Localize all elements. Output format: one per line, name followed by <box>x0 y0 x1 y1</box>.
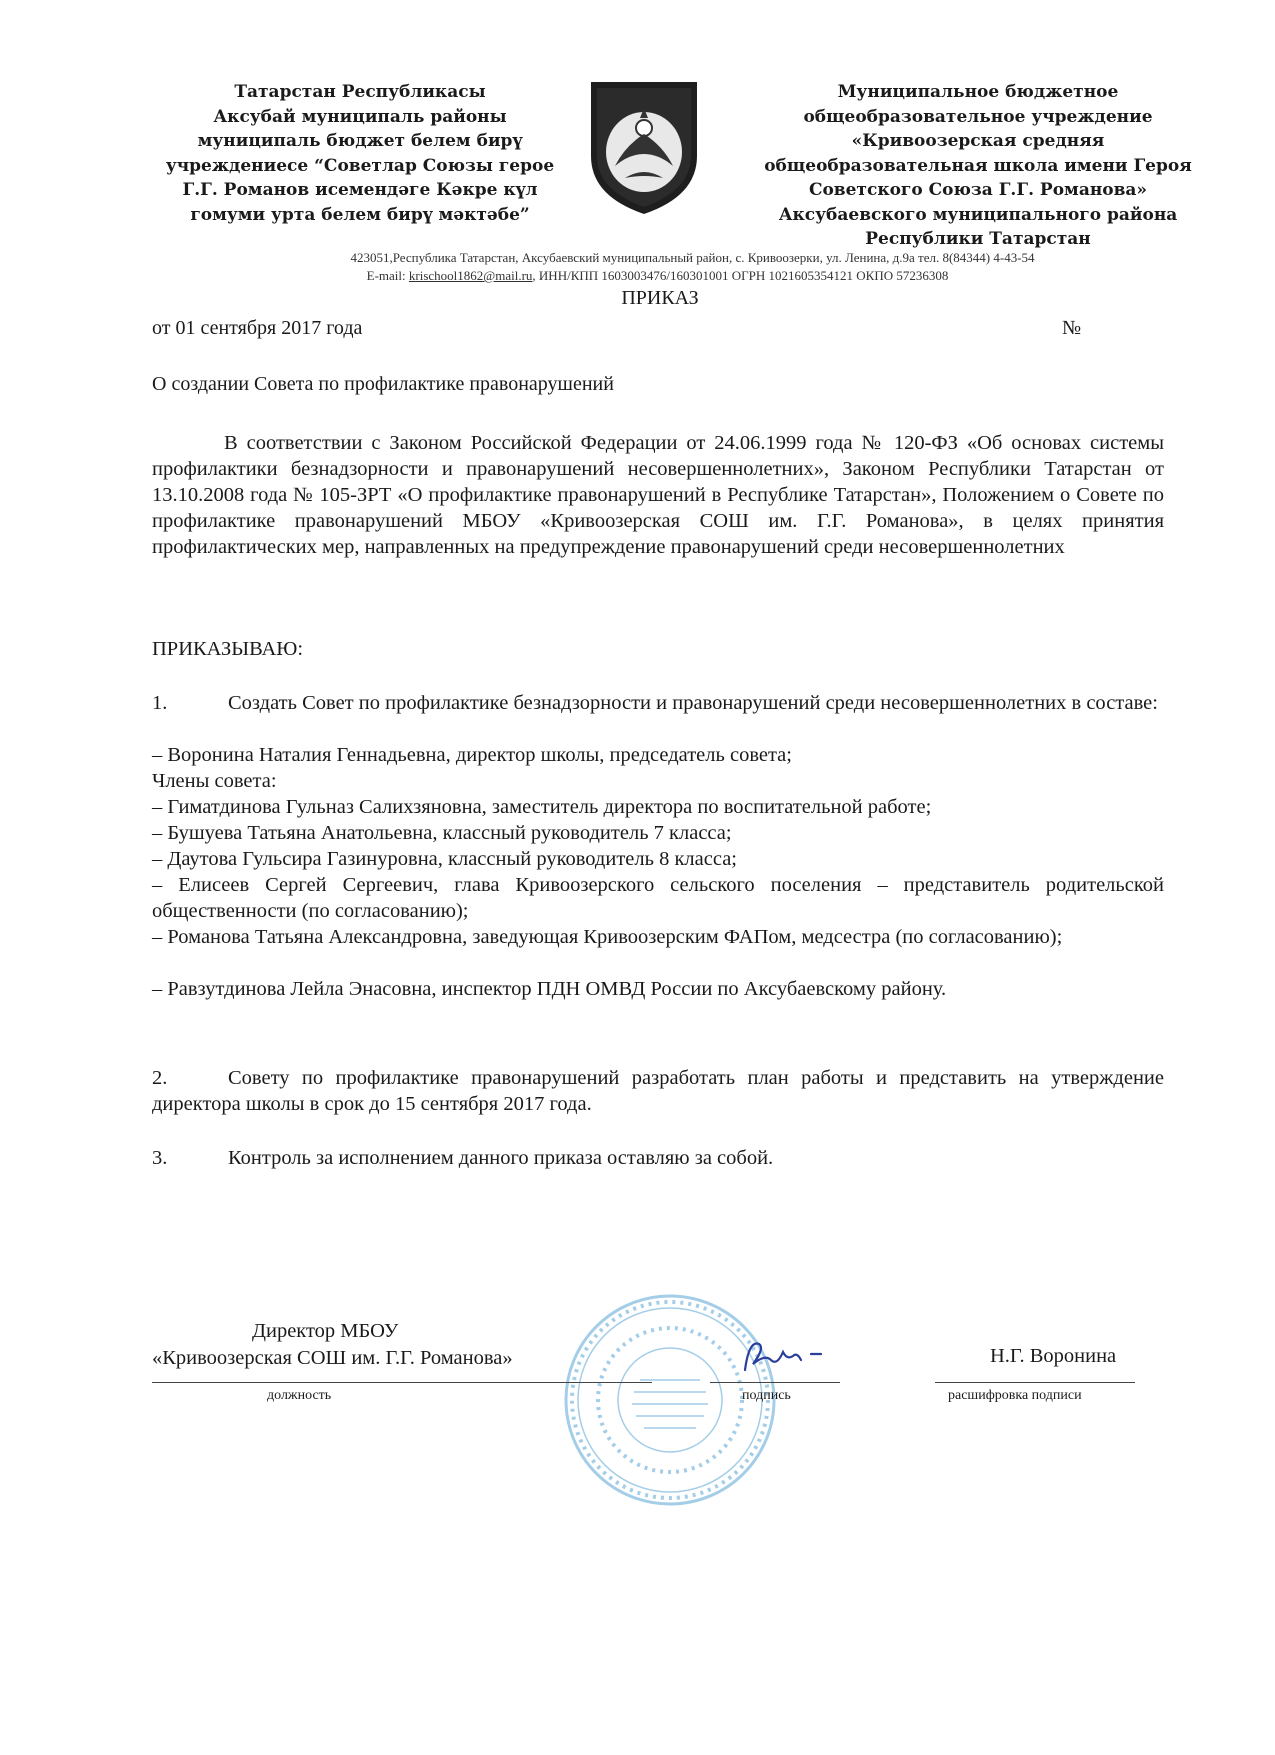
position-underline <box>152 1382 652 1383</box>
order-command-word: ПРИКАЗЫВАЮ: <box>152 638 304 660</box>
council-member: – Бушуева Татьяна Анатольевна, классный руководитель 7 класса; <box>152 822 732 844</box>
order-title: ПРИКАЗ <box>621 287 699 309</box>
contact-details <box>20 268 1275 284</box>
council-member: – Романова Татьяна Александровна, заведующая Кривоозерским ФАПом, медсестра (по согласованию); <box>152 926 1063 948</box>
header-russian-block <box>728 80 1228 252</box>
contact-email-prefix: E-mail: <box>366 268 409 283</box>
header-russian-line: Республики Татарстан <box>865 229 1091 249</box>
order-number-label: № <box>1062 317 1082 339</box>
header-tatar-line: Аксубай муниципаль районы <box>213 106 507 127</box>
header-russian-line: Аксубаевского муниципального района <box>778 204 1178 225</box>
header-tatar-line: гомуми урта белем бирү мәктәбе” <box>190 204 530 225</box>
coat-of-arms-emblem-icon <box>585 78 703 218</box>
signatory-name: Н.Г. Воронина <box>990 1345 1117 1367</box>
header-russian-line: общеобразовательное учреждение <box>803 106 1153 127</box>
caption-signature: подпись <box>742 1388 791 1403</box>
contact-registration-numbers: , ИНН/КПП 1603003476/160301001 ОГРН 1021605354121 ОКПО 57236308 <box>532 268 949 283</box>
council-member: – Елисеев Сергей Сергеевич, глава Кривоозерского сельского поселения – представитель родительской общественности (по согласованию); <box>152 874 1164 922</box>
council-member: – Даутова Гульсира Газинуровна, классный руководитель 8 класса; <box>152 848 738 870</box>
header-tatar-line: Г.Г. Романов исемендәге Кәкре күл <box>182 180 538 200</box>
item-number: 2. <box>152 1067 168 1089</box>
header-russian-line: Муниципальное бюджетное <box>837 82 1119 102</box>
item-text: Контроль за исполнением данного приказа оставляю за собой. <box>228 1147 774 1169</box>
item-text: Создать Совет по профилактике безнадзорности и правонарушений среди несовершеннолетних в составе: <box>228 692 1158 714</box>
caption-name: расшифровка подписи <box>948 1388 1082 1403</box>
name-underline <box>935 1382 1135 1383</box>
item-text: Совету по профилактике правонарушений разработать план работы и представить на утверждение директора школы в срок до 15 сентября 2017 года. <box>152 1067 1164 1115</box>
header-russian-line: Советского Союза Г.Г. Романова» <box>808 180 1148 200</box>
header-russian-line: «Кривоозерская средняя <box>851 131 1105 151</box>
header-tatar-line: муниципаль бюджет белем бирү <box>197 131 523 151</box>
signatory-title-line: «Кривоозерская СОШ им. Г.Г. Романова» <box>152 1347 513 1369</box>
item-number: 1. <box>152 692 168 714</box>
order-preamble: В соответствии с Законом Российской Федерации от 24.06.1999 года № 120-ФЗ «Об основах системы профилактики безнадзорности и правонарушений несовершеннолетних», Законом Республики Татарстан от 13.10.2008 года № 105-ЗРТ «О профилактике правонарушений в Республике Татарстан», Положением о Совете по профилактике правонарушений МБОУ «Кривоозерская СОШ им. Г.Г. Романова», в целях принятия профилактических мер, направленных на предупреждение правонарушений среди несовершеннолетних <box>152 432 1164 558</box>
contact-email-link[interactable]: krischool1862@mail.ru <box>408 268 533 283</box>
header-russian-line: общеобразовательная школа имени Героя <box>764 155 1192 176</box>
order-subject: О создании Совета по профилактике правонарушений <box>152 373 614 395</box>
caption-position: должность <box>267 1388 332 1403</box>
header-tatar-line: учреждениесе “Советлар Союзы герое <box>165 155 555 176</box>
order-date: от 01 сентября 2017 года <box>152 317 363 339</box>
contact-address: 423051,Республика Татарстан, Аксубаевский муниципальный район, с. Кривоозерки, ул. Ленина, д.9а тел. 8(84344) 4-43-54 <box>350 250 1035 265</box>
members-label: Члены совета: <box>152 770 277 792</box>
item-number: 3. <box>152 1147 168 1169</box>
header-tatar-line: Татарстан Республикасы <box>234 82 486 102</box>
council-chair: – Воронина Наталия Геннадьевна, директор школы, председатель совета; <box>152 744 792 766</box>
order-item-2 <box>152 1065 1164 1117</box>
signatory-position <box>152 1318 513 1372</box>
header-tatar-block <box>140 80 580 227</box>
order-item-1 <box>152 690 1164 716</box>
order-item-3 <box>152 1145 1164 1171</box>
council-member: – Равзутдинова Лейла Энасовна, инспектор ПДН ОМВД России по Аксубаевскому району. <box>152 978 947 1000</box>
council-member: – Гиматдинова Гульназ Салихзяновна, заместитель директора по воспитательной работе; <box>152 796 932 818</box>
signature-underline <box>710 1382 840 1383</box>
signatory-title-line: Директор МБОУ <box>252 1320 399 1342</box>
handwritten-signature-icon <box>735 1330 835 1385</box>
